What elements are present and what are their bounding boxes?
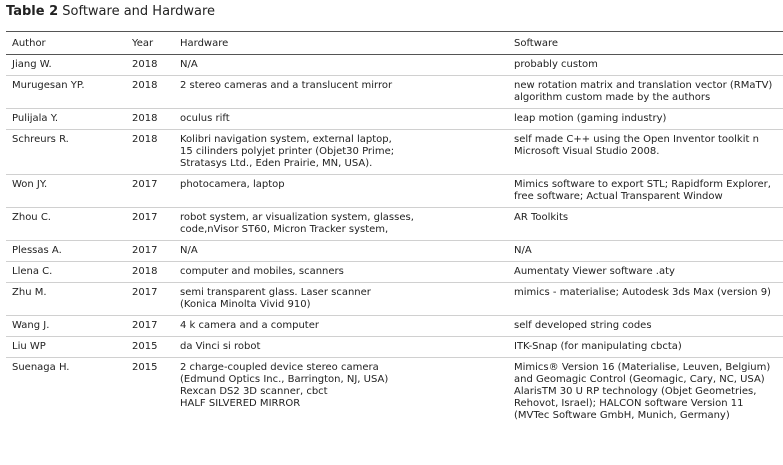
cell-year: 2017 [132,316,180,337]
cell-software: AR Toolkits [514,208,783,241]
cell-hardware: 2 stereo cameras and a translucent mirror [180,76,514,109]
header-software: Software [514,32,783,55]
cell-author: Schreurs R. [6,130,132,175]
cell-author: Jiang W. [6,55,132,76]
table-caption [6,3,215,21]
cell-software: leap motion (gaming industry) [514,109,783,130]
table-row [6,337,783,358]
cell-software: Aumentaty Viewer software .aty [514,262,783,283]
cell-author: Plessas A. [6,241,132,262]
table-caption-title: Software and Hardware [62,4,216,19]
cell-hardware: 4 k camera and a computer [180,316,514,337]
cell-year: 2018 [132,76,180,109]
cell-year: 2018 [132,130,180,175]
table-row [6,283,783,316]
cell-year: 2018 [132,55,180,76]
table-row [6,241,783,262]
cell-author: Wang J. [6,316,132,337]
cell-software: self made C++ using the Open Inventor toolkit n Microsoft Visual Studio 2008. [514,130,783,175]
cell-author: Pulijala Y. [6,109,132,130]
table-row [6,175,783,208]
software-hardware-table [6,31,783,426]
cell-hardware: semi transparent glass. Laser scanner (Konica Minolta Vivid 910) [180,283,514,316]
cell-year: 2017 [132,283,180,316]
cell-author: Murugesan YP. [6,76,132,109]
table-row [6,358,783,427]
software-hardware-table-container [6,31,783,426]
cell-software: probably custom [514,55,783,76]
cell-hardware: oculus rift [180,109,514,130]
cell-software: self developed string codes [514,316,783,337]
table-row [6,130,783,175]
cell-hardware: N/A [180,55,514,76]
table-header-row [6,32,783,55]
cell-hardware: Kolibri navigation system, external laptop, 15 cilinders polyjet printer (Objet30 Prime; Stratasys Ltd., Eden Prairie, MN, USA). [180,130,514,175]
cell-hardware: N/A [180,241,514,262]
header-hardware: Hardware [180,32,514,55]
cell-hardware: robot system, ar visualization system, glasses, code,nVisor ST60, Micron Tracker system, [180,208,514,241]
cell-hardware: computer and mobiles, scanners [180,262,514,283]
table-row [6,262,783,283]
cell-hardware: 2 charge-coupled device stereo camera (Edmund Optics Inc., Barrington, NJ, USA) Rexcan DS2 3D scanner, cbct HALF SILVERED MIRROR [180,362,389,409]
cell-year: 2015 [132,337,180,358]
header-year: Year [132,32,180,55]
cell-hardware: photocamera, laptop [180,175,514,208]
table-row [6,208,783,241]
cell-year: 2018 [132,262,180,283]
cell-software: N/A [514,241,783,262]
table-caption-label: Table 2 [6,4,59,19]
cell-author: Zhou C. [6,208,132,241]
cell-software: Mimics® Version 16 (Materialise, Leuven, Belgium) and Geomagic Control (Geomagic, Cary, NC, USA) AlarisTM 30 U RP technology (Objet Geometries, Rehovot, Israel); HALCON software Version 11 (MVTec Software GmbH, Munich, Germany) [514,362,771,421]
cell-author: Won JY. [6,175,132,208]
cell-software: new rotation matrix and translation vector (RMaTV) algorithm custom made by the authors [514,76,783,109]
cell-author: Llena C. [6,262,132,283]
cell-year: 2017 [132,175,180,208]
cell-software: Mimics software to export STL; Rapidform Explorer, free software; Actual Transparent Window [514,175,783,208]
table-row [6,316,783,337]
header-author: Author [6,32,132,55]
cell-author: Liu WP [6,337,132,358]
table-body [6,55,783,427]
cell-hardware: da Vinci si robot [180,337,514,358]
cell-software: ITK-Snap (for manipulating cbcta) [514,337,783,358]
cell-year: 2015 [132,362,158,373]
cell-author: Suenaga H. [12,362,70,373]
table-row [6,76,783,109]
cell-software: mimics - materialise; Autodesk 3ds Max (version 9) [514,283,783,316]
cell-year: 2017 [132,241,180,262]
cell-year: 2017 [132,208,180,241]
cell-year: 2018 [132,109,180,130]
table-row [6,55,783,76]
cell-author: Zhu M. [6,283,132,316]
table-row [6,109,783,130]
